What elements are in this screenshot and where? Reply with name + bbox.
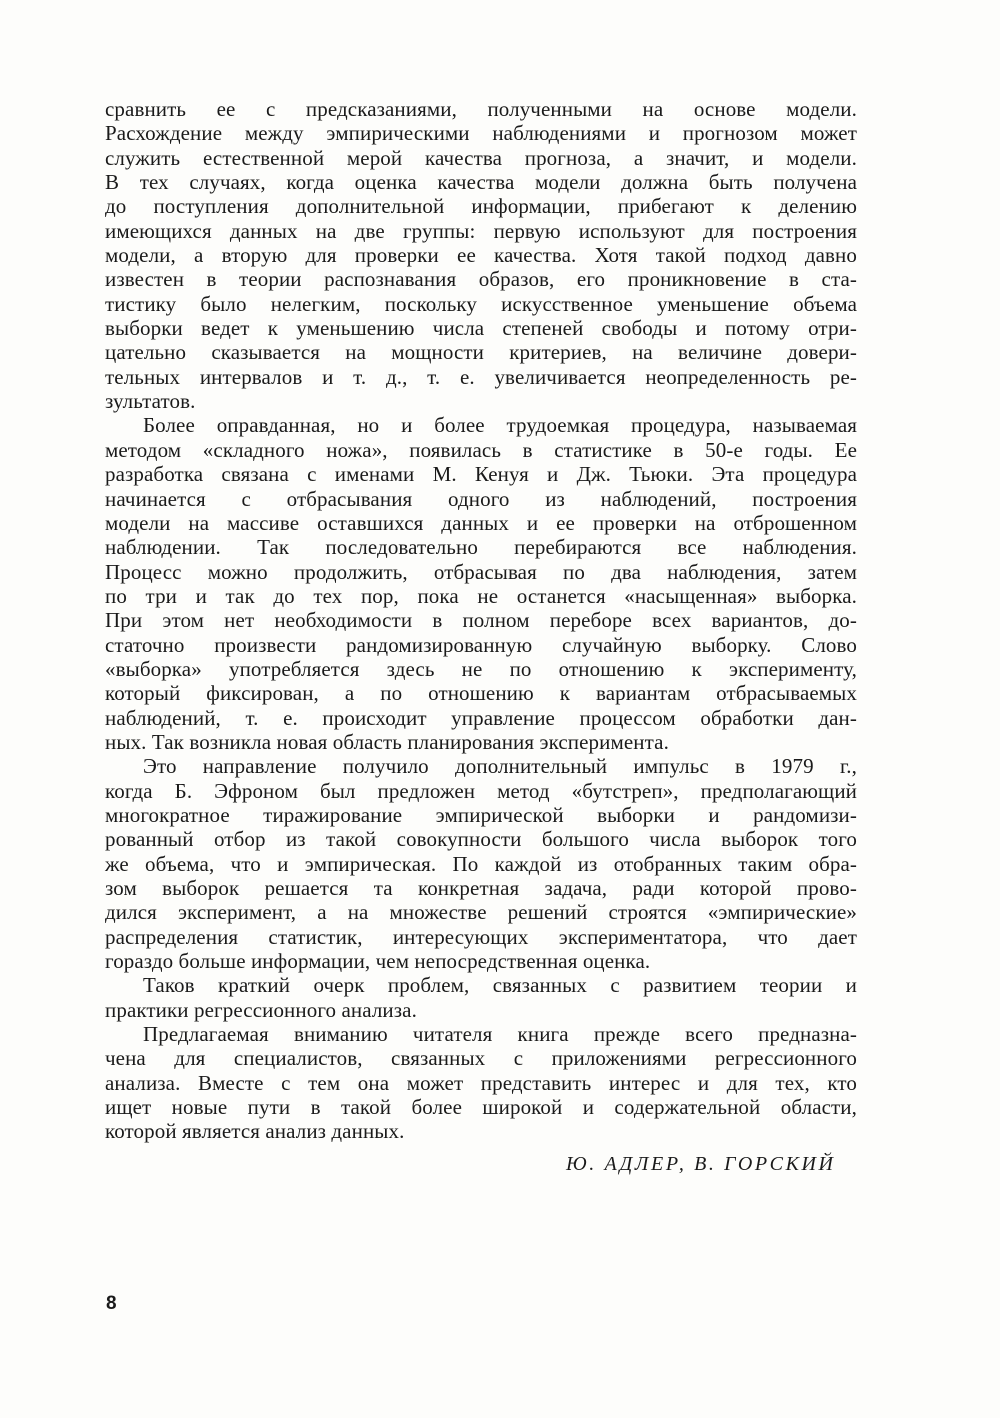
text-line: который фиксирован, а по отношению к вариантам отбрасываемых	[105, 681, 857, 706]
text-line: ных. Так возникла новая область планирования эксперимента.	[105, 729, 669, 754]
text-line: сравнить ее с предсказаниями, полученными на основе модели.	[105, 97, 857, 121]
text-line: выборки ведет к уменьшению числа степеней свободы и потому отри-	[105, 316, 857, 341]
text-line: модели, а вторую для проверки ее качества. Хотя такой подход давно	[105, 243, 857, 268]
paragraph-1	[105, 97, 857, 413]
text-line: анализа. Вместе с тем она может представить интерес и для тех, кто	[105, 1070, 857, 1095]
text-line: дился эксперимент, а на множестве решений строятся «эмпирические»	[105, 900, 857, 925]
text-line: известен в теории распознавания образов, его проникновение в ста-	[105, 267, 857, 292]
text-line: В тех случаях, когда оценка качества модели должна быть получена	[105, 170, 857, 195]
text-line: Это направление получило дополнительный импульс в 1979 г.,	[143, 754, 857, 779]
text-line: Таков краткий очерк проблем, связанных с развитием теории и	[143, 973, 857, 998]
text-line: При этом нет необходимости в полном переборе всех вариантов, до-	[105, 608, 857, 633]
body-text	[105, 97, 857, 1144]
text-line: статочно произвести рандомизированную случайную выборку. Слово	[105, 632, 857, 657]
text-line: ищет новые пути в такой более широкой и содержательной области,	[105, 1095, 857, 1120]
text-line: когда Б. Эфроном был предложен метод «бутстреп», предполагающий	[105, 778, 857, 803]
text-line: распределения статистик, интересующих экспериментатора, что дает	[105, 924, 857, 949]
text-line: тистику было нелегким, поскольку искусственное уменьшение объема	[105, 291, 857, 316]
text-line: зом выборок решается та конкретная задача, ради которой прово-	[105, 876, 857, 900]
text-line: наблюдении. Так последовательно перебираются все наблюдения.	[105, 535, 857, 560]
text-line: модели на массиве оставшихся данных и ее проверки на отброшенном	[105, 510, 857, 535]
text-line: тельных интервалов и т. д., т. е. увеличивается неопределенность ре-	[105, 364, 857, 389]
text-line: до поступления дополнительной информации, прибегают к делению	[105, 194, 857, 219]
text-line: цательно сказывается на мощности критериев, на величине довери-	[105, 340, 857, 365]
text-line: Расхождение между эмпирическими наблюдениями и прогнозом может	[105, 121, 857, 146]
text-line: Предлагаемая вниманию читателя книга прежде всего предназна-	[143, 1022, 857, 1047]
text-line: же объема, что и эмпирическая. По каждой из отобранных таким обра-	[105, 851, 857, 876]
text-line: Более оправданная, но и более трудоемкая процедура, называемая	[143, 413, 857, 438]
text-line: чена для специалистов, связанных с приложениями регрессионного	[105, 1046, 857, 1071]
text-line: «выборка» употребляется здесь не по отношению к эксперименту,	[105, 656, 857, 681]
text-line: практики регрессионного анализа.	[105, 997, 417, 1022]
text-line: начинается с отбрасывания одного из наблюдений, построения	[105, 486, 857, 511]
text-line: зультатов.	[105, 389, 196, 414]
text-line: разработка связана с именами М. Кенуя и Дж. Тьюки. Эта процедура	[105, 462, 857, 487]
paragraph-4	[105, 973, 857, 1022]
text-line: наблюдений, т. е. происходит управление процессом обработки дан-	[105, 705, 857, 730]
text-line: имеющихся данных на две группы: первую используют для построения	[105, 218, 857, 243]
paragraph-3	[105, 754, 857, 973]
text-line: которой является анализ данных.	[105, 1119, 405, 1144]
text-line: рованный отбор из такой совокупности большого числа выборок того	[105, 827, 857, 852]
text-line: методом «складного ножа», появилась в статистике в 50-е годы. Ее	[105, 437, 857, 462]
text-line: гораздо больше информации, чем непосредственная оценка.	[105, 949, 651, 974]
page-number: 8	[106, 1293, 117, 1314]
paragraph-5	[105, 1022, 857, 1144]
text-line: многократное тиражирование эмпирической выборки и рандомизи-	[105, 802, 857, 827]
text-line: по три и так до тех пор, пока не останется «насыщенная» выборка.	[105, 583, 857, 608]
paragraph-2	[105, 413, 857, 754]
text-line: Процесс можно продолжить, отбрасывая по два наблюдения, затем	[105, 559, 857, 584]
author-signature: Ю. АДЛЕР, В. ГОРСКИЙ	[566, 1153, 836, 1175]
text-line: служить естественной мерой качества прогноза, а значит, и модели.	[105, 145, 857, 170]
